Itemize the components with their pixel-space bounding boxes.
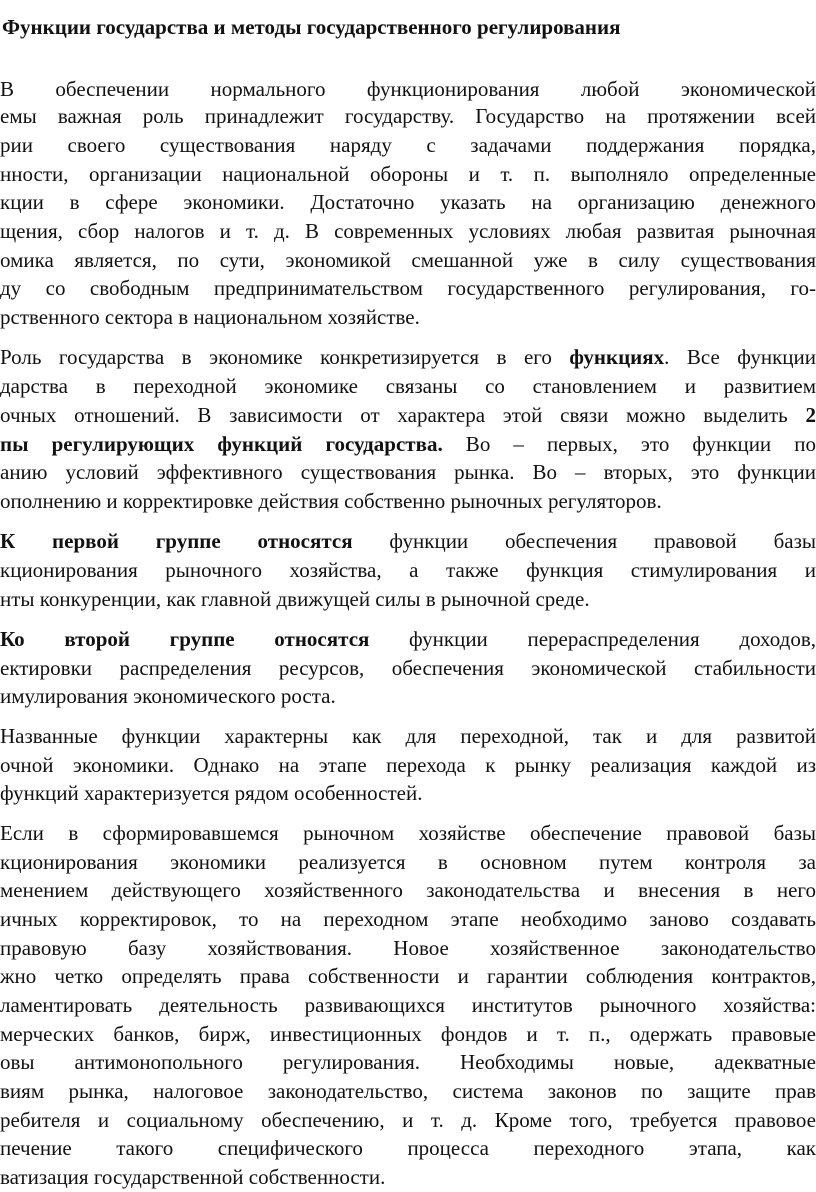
text-line	[0, 1019, 816, 1049]
text-run: функции перераспределения доходов,	[369, 627, 816, 651]
text-line	[0, 526, 816, 556]
text-run: виям рынка, налоговое законодательство, система законов по защите прав	[0, 1079, 816, 1103]
text-line	[0, 130, 816, 160]
text-run: менением действующего хозяйственного законодательства и внесения в него	[0, 878, 816, 902]
text-line	[0, 555, 816, 585]
text-line	[0, 721, 816, 751]
text-run: рии своего существования наряду с задачами поддержания порядка,	[0, 133, 816, 157]
text-run: ребителя и социальному обеспечению, и т. д. Кроме того, требуется правовое	[0, 1108, 816, 1132]
text-run: жно четко определять права собственности и гарантии соблюдения контрактов,	[0, 964, 816, 988]
text-line	[0, 1105, 816, 1135]
text-run: омика является, по сути, экономикой смешанной уже в силу существования	[0, 248, 816, 272]
text-line	[0, 216, 816, 246]
text-line	[0, 990, 816, 1020]
text-run: щения, сбор налогов и т. д. В современных условиях любая развитая рыночная	[0, 219, 816, 243]
text-run: Названные функции характерны как для переходной, так и для развитой	[0, 724, 816, 748]
text-line	[0, 933, 816, 963]
text-line	[0, 818, 816, 848]
text-run: ду со свободным предпринимательством государственного регулирования, го-	[0, 276, 816, 300]
bold-text-run: Ко второй группе относятся	[0, 627, 370, 651]
text-run: овы антимонопольного регулирования. Необходимы новые, адекватные	[0, 1050, 816, 1074]
text-run: нности, организации национальной обороны и т. п. выполняло определенные	[0, 162, 816, 186]
text-run: мерческих банков, бирж, инвестиционных фондов и т. п., одержать правовые	[0, 1022, 816, 1046]
text-line	[0, 429, 816, 459]
text-run: кции в сфере экономики. Достаточно указать на организацию денежного	[0, 190, 816, 214]
text-line	[0, 624, 816, 654]
text-line	[0, 342, 816, 372]
bold-text-run: пы регулирующих функций государства.	[0, 432, 443, 456]
text-line	[0, 273, 816, 303]
text-run: очных отношений. В зависимости от характера этой связи можно выделить	[0, 403, 806, 427]
text-line	[0, 187, 816, 217]
text-run: ичных корректировок, то на переходном этапе необходимо заново создавать	[0, 907, 816, 931]
text-line	[0, 486, 816, 516]
text-line	[0, 371, 816, 401]
text-run: очной экономики. Однако на этапе перехода к рынку реализация каждой из	[0, 753, 816, 777]
text-line	[0, 159, 816, 189]
text-run: функций характеризуется рядом особенностей.	[0, 781, 423, 805]
bold-text-run: функциях	[569, 345, 665, 369]
document-title: Функции государства и методы государственного регулирования	[2, 15, 621, 39]
text-run: ополнению и корректировке действия собственно рыночных регуляторов.	[0, 489, 662, 513]
text-run: емы важная роль принадлежит государству. Государство на протяжении всей	[0, 104, 816, 128]
text-run: нты конкуренции, как главной движущей силы в рыночной среде.	[0, 587, 590, 611]
text-run: кционирования рыночного хозяйства, а также функция стимулирования и	[0, 558, 816, 582]
text-run: ламентировать деятельность развивающихся институтов рыночного хозяйства:	[0, 993, 816, 1017]
text-line	[0, 1162, 816, 1192]
text-line	[0, 302, 816, 332]
text-run: анию условий эффективного существования рынка. Во – вторых, это функции	[0, 460, 816, 484]
text-line	[0, 101, 816, 131]
text-line	[0, 653, 816, 683]
text-line	[0, 584, 816, 614]
text-line	[0, 778, 816, 808]
text-run: кционирования экономики реализуется в основном путем контроля за	[0, 850, 816, 874]
bold-text-run: 2	[805, 403, 816, 427]
text-run: В обеспечении нормального функционирования любой экономической	[0, 77, 816, 101]
text-line	[0, 904, 816, 934]
text-run: печение такого специфического процесса переходного этапа, как	[0, 1136, 816, 1160]
text-line	[0, 750, 816, 780]
text-run: рственного сектора в национальном хозяйстве.	[0, 305, 420, 329]
text-run: функции обеспечения правовой базы	[352, 529, 816, 553]
text-line	[0, 681, 816, 711]
text-run: . Все функции	[664, 345, 816, 369]
text-line	[0, 1076, 816, 1106]
text-run: имулирования экономического роста.	[0, 684, 336, 708]
text-run: ектировки распределения ресурсов, обеспечения экономической стабильности	[0, 656, 816, 680]
text-line	[0, 245, 816, 275]
text-line	[0, 457, 816, 487]
bold-text-run: К первой группе относятся	[0, 529, 353, 553]
text-run: дарства в переходной экономике связаны со становлением и развитием	[0, 374, 816, 398]
text-line	[0, 74, 816, 104]
text-run: Роль государства в экономике конкретизируется в его	[0, 345, 570, 369]
text-run: правовую базу хозяйствования. Новое хозяйственное законодательство	[0, 936, 816, 960]
text-run: ватизация государственной собственности.	[0, 1165, 386, 1189]
text-line	[0, 1133, 816, 1163]
text-line	[0, 847, 816, 877]
text-line	[0, 961, 816, 991]
text-line	[0, 1047, 816, 1077]
text-line	[0, 875, 816, 905]
text-run: Если в сформировавшемся рыночном хозяйстве обеспечение правовой базы	[0, 821, 816, 845]
text-run: Во – первых, это функции по	[442, 432, 816, 456]
text-line	[0, 400, 816, 430]
